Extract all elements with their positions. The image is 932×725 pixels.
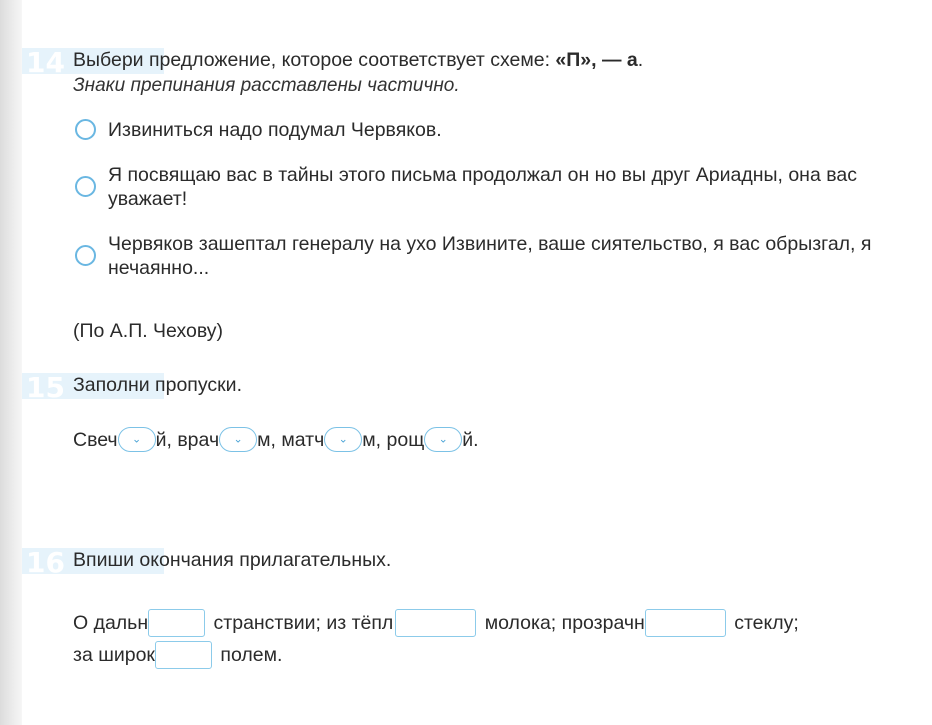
vowel-dropdown[interactable] xyxy=(118,427,156,452)
option-label: Извиниться надо подумал Червяков. xyxy=(108,119,442,141)
ending-input[interactable] xyxy=(148,609,205,637)
word-part: стеклу; xyxy=(728,612,799,634)
question-number: 16 xyxy=(26,546,65,579)
chevron-down-icon: ⌄ xyxy=(233,431,243,445)
question-prompt xyxy=(73,48,643,72)
word-part: странствии; из тёпл xyxy=(208,612,394,634)
ending-input[interactable] xyxy=(155,641,212,669)
fill-row xyxy=(73,641,282,669)
vowel-dropdown[interactable] xyxy=(219,427,257,452)
radio-button[interactable] xyxy=(75,176,96,197)
question-number: 15 xyxy=(26,371,65,404)
fill-row xyxy=(73,609,799,637)
word-part: молока; прозрачн xyxy=(479,612,645,634)
prompt-text: Выбери предложение, которое соответствует схеме: xyxy=(73,49,556,71)
chevron-down-icon: ⌄ xyxy=(338,431,348,445)
ending-input[interactable] xyxy=(395,609,476,637)
chevron-down-icon: ⌄ xyxy=(131,431,142,445)
word-part: О дальн xyxy=(73,612,149,634)
ending-input[interactable] xyxy=(645,609,726,637)
word-part: м, рощ xyxy=(362,428,425,451)
vowel-dropdown[interactable] xyxy=(424,427,462,452)
question-prompt: Заполни пропуски. xyxy=(73,374,242,396)
question-hint: Знаки препинания расставлены частично. xyxy=(73,75,460,96)
source-citation: (По А.П. Чехову) xyxy=(73,320,224,342)
vowel-dropdown[interactable] xyxy=(324,427,362,452)
question-prompt: Впиши окончания прилагательных. xyxy=(73,549,392,571)
radio-button[interactable] xyxy=(75,119,96,140)
fill-row xyxy=(73,427,479,452)
option-label: Я посвящаю вас в тайны этого письма продолжал он но вы друг Ариадны, она вас уважает! xyxy=(108,164,857,210)
scheme-text: «П», — а xyxy=(555,49,638,71)
prompt-end: . xyxy=(637,49,644,71)
word-part: полем. xyxy=(214,644,283,666)
word-part: за широк xyxy=(73,644,155,666)
option-label: Червяков зашептал генералу на ухо Извините, ваше сиятельство, я вас обрызгал, я нечаянно... xyxy=(108,233,872,279)
question-number: 14 xyxy=(26,46,65,79)
radio-button[interactable] xyxy=(75,245,96,266)
word-part: й. xyxy=(462,428,479,451)
chevron-down-icon: ⌄ xyxy=(438,431,448,445)
word-part: м, матч xyxy=(257,428,325,451)
word-part: Свеч xyxy=(73,428,118,451)
left-shadow xyxy=(0,0,22,725)
word-part: й, врач xyxy=(155,428,220,451)
